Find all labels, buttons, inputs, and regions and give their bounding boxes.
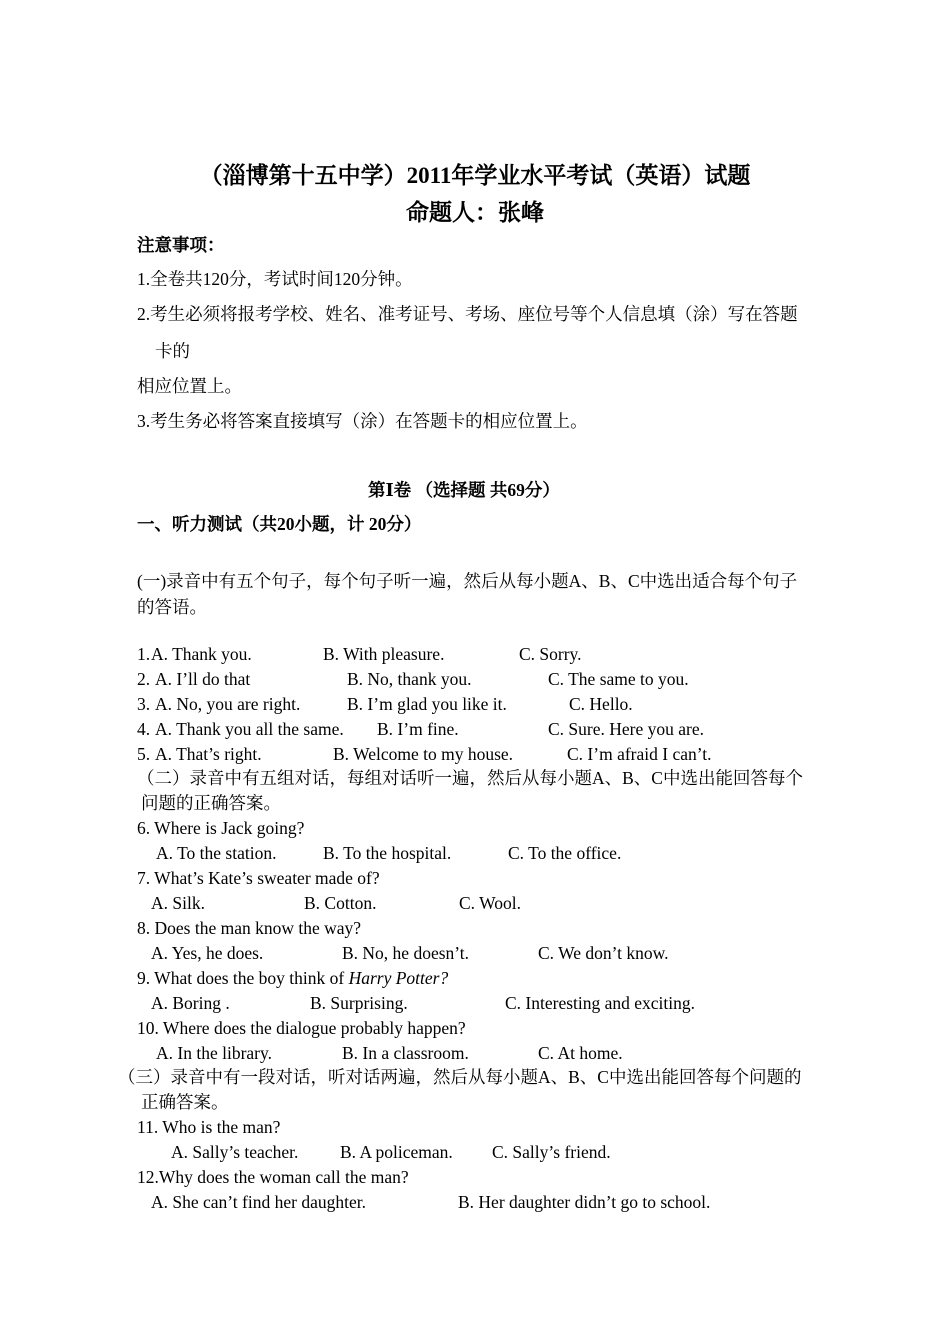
- sub1-intro-cont: 的答语。: [137, 597, 207, 617]
- notice-item-2-cont2: 相应位置上。: [137, 376, 242, 396]
- q6-question: 6. Where is Jack going?: [137, 818, 305, 838]
- q8-question: 8. Does the man know the way?: [137, 918, 362, 938]
- q2-number: 2.: [137, 669, 151, 689]
- sub3-intro-cont: 正确答案。: [141, 1092, 229, 1112]
- q10-option-c: C. At home.: [538, 1043, 623, 1063]
- q9-option-b: B. Surprising.: [310, 993, 408, 1013]
- q1-option-a: A. Thank you.: [151, 644, 252, 664]
- q7-question: 7. What’s Kate’s sweater made of?: [137, 868, 380, 888]
- part1-heading: 第Ⅰ卷 （选择题 共69分）: [368, 480, 560, 500]
- q12-option-b: B. Her daughter didn’t go to school.: [458, 1192, 711, 1212]
- q4-option-c: C. Sure. Here you are.: [548, 719, 704, 739]
- section1-heading: 一、听力测试（共20小题，计 20分）: [137, 514, 422, 534]
- notice-item-3: 3.考生务必将答案直接填写（涂）在答题卡的相应位置上。: [137, 411, 588, 431]
- q6-option-a: A. To the station.: [156, 843, 277, 863]
- q9-option-a: A. Boring .: [151, 993, 230, 1013]
- q5-option-a: A. That’s right.: [155, 744, 262, 764]
- q3-option-a: A. No, you are right.: [155, 694, 301, 714]
- q3-number: 3.: [137, 694, 151, 714]
- q5-option-b: B. Welcome to my house.: [333, 744, 514, 764]
- q9-question: [137, 967, 448, 989]
- q2-option-a: A. I’ll do that: [155, 669, 251, 689]
- q4-option-a: A. Thank you all the same.: [155, 719, 344, 739]
- q7-option-c: C. Wool.: [459, 893, 521, 913]
- q10-option-a: A. In the library.: [156, 1043, 272, 1063]
- sub3-intro: （三）录音中有一段对话，听对话两遍，然后从每小题A、B、C中选出能回答每个问题的: [118, 1067, 802, 1087]
- q10-question: 10. Where does the dialogue probably happen?: [137, 1018, 466, 1038]
- sub2-intro-cont: 问题的正确答案。: [141, 793, 281, 813]
- q2-option-c: C. The same to you.: [548, 669, 689, 689]
- q4-option-b: B. I’m fine.: [377, 719, 459, 739]
- q1-option-c: C. Sorry.: [519, 644, 582, 664]
- exam-author: 命题人：张峰: [406, 200, 544, 225]
- q6-option-c: C. To the office.: [508, 843, 622, 863]
- q9-option-c: C. Interesting and exciting.: [505, 993, 696, 1013]
- q5-option-c: C. I’m afraid I can’t.: [567, 744, 712, 764]
- notice-heading: 注意事项：: [137, 235, 225, 255]
- q5-number: 5.: [137, 744, 151, 764]
- q11-question: 11. Who is the man?: [137, 1117, 281, 1137]
- q8-option-a: A. Yes, he does.: [151, 943, 264, 963]
- sub1-intro: (一)录音中有五个句子，每个句子听一遍，然后从每小题A、B、C中选出适合每个句子: [137, 571, 798, 591]
- exam-title: （淄博第十五中学）2011年学业水平考试（英语）试题: [199, 163, 751, 188]
- q7-option-b: B. Cotton.: [304, 893, 377, 913]
- notice-item-1: 1.全卷共120分，考试时间120分钟。: [137, 269, 413, 289]
- q8-option-b: B. No, he doesn’t.: [342, 943, 470, 963]
- q9-book-title: Harry Potter?: [348, 968, 449, 988]
- sub2-intro: （二）录音中有五组对话，每组对话听一遍，然后从每小题A、B、C中选出能回答每个: [137, 768, 803, 788]
- q1-option-b: B. With pleasure.: [323, 644, 445, 664]
- q11-option-a: A. Sally’s teacher.: [171, 1142, 299, 1162]
- q12-question: 12.Why does the woman call the man?: [137, 1167, 409, 1187]
- q6-option-b: B. To the hospital.: [323, 843, 452, 863]
- q10-option-b: B. In a classroom.: [342, 1043, 469, 1063]
- q9-question-text: 9. What does the boy think of: [137, 968, 349, 988]
- q1-number: 1.: [137, 644, 151, 664]
- q3-option-b: B. I’m glad you like it.: [347, 694, 507, 714]
- q7-option-a: A. Silk.: [151, 893, 205, 913]
- q11-option-c: C. Sally’s friend.: [492, 1142, 611, 1162]
- q8-option-c: C. We don’t know.: [538, 943, 669, 963]
- q2-option-b: B. No, thank you.: [347, 669, 472, 689]
- q3-option-c: C. Hello.: [569, 694, 633, 714]
- q11-option-b: B. A policeman.: [340, 1142, 453, 1162]
- q12-option-a: A. She can’t find her daughter.: [151, 1192, 366, 1212]
- q4-number: 4.: [137, 719, 151, 739]
- notice-item-2-cont: 卡的: [155, 341, 190, 361]
- notice-item-2: 2.考生必须将报考学校、姓名、准考证号、考场、座位号等个人信息填（涂）写在答题: [137, 304, 798, 324]
